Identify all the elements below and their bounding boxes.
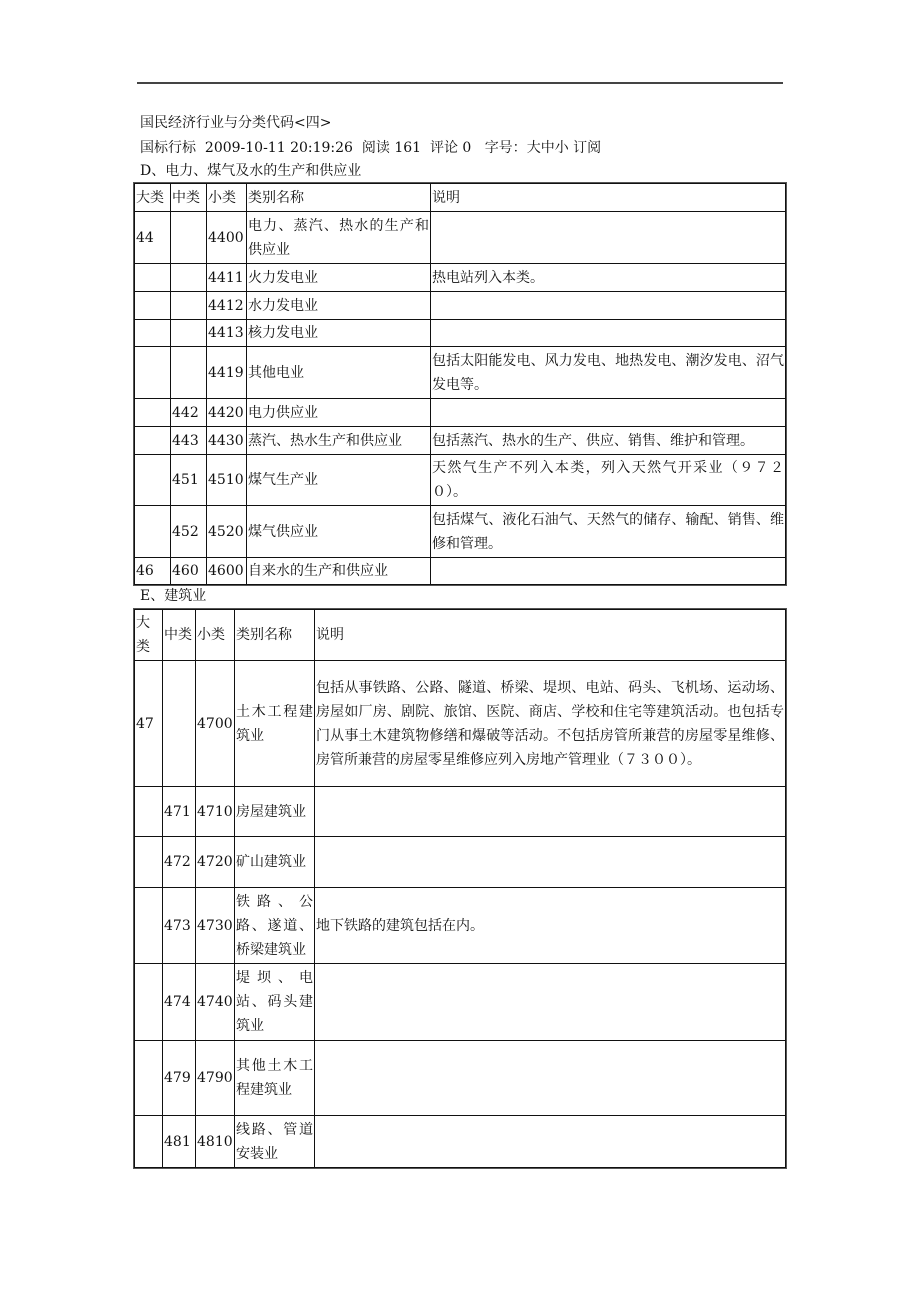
cell-major-category bbox=[135, 1116, 163, 1168]
cell-major-category bbox=[135, 1041, 163, 1116]
comment-count: 0 bbox=[462, 140, 472, 156]
header-row bbox=[135, 610, 786, 661]
cell-category-name: 房屋建筑业 bbox=[235, 787, 315, 837]
cell-category-name: 矿山建筑业 bbox=[235, 837, 315, 888]
top-divider bbox=[137, 82, 783, 84]
table-row bbox=[135, 292, 786, 320]
font-size-large[interactable]: 大 bbox=[526, 140, 541, 156]
cell-minor-category: 4740 bbox=[196, 964, 235, 1041]
cell-description bbox=[431, 399, 786, 427]
cell-minor-category: 4413 bbox=[207, 320, 247, 347]
cell-minor-category: 4600 bbox=[207, 558, 247, 585]
header-description: 说明 bbox=[431, 184, 786, 212]
cell-minor-category: 4700 bbox=[196, 661, 235, 787]
cell-minor-category: 4520 bbox=[207, 506, 247, 558]
table-row bbox=[135, 320, 786, 347]
header-minor-category: 小类 bbox=[207, 184, 247, 212]
cell-minor-category: 4720 bbox=[196, 837, 235, 888]
cell-major-category bbox=[135, 888, 163, 964]
header-row bbox=[135, 184, 786, 212]
cell-description: 地下铁路的建筑包括在内。 bbox=[315, 888, 786, 964]
cell-minor-category: 4400 bbox=[207, 212, 247, 264]
cell-mid-category: 481 bbox=[163, 1116, 196, 1168]
cell-major-category bbox=[135, 787, 163, 837]
cell-major-category: 47 bbox=[135, 661, 163, 787]
table-row bbox=[135, 455, 786, 506]
cell-description bbox=[315, 787, 786, 837]
cell-mid-category: 460 bbox=[171, 558, 207, 585]
cell-category-name: 自来水的生产和供应业 bbox=[247, 558, 431, 585]
header-major-category: 大类 bbox=[135, 610, 163, 661]
font-size-small[interactable]: 小 bbox=[554, 140, 569, 156]
table-row bbox=[135, 212, 786, 264]
cell-category-name: 土木工程建筑业 bbox=[235, 661, 315, 787]
read-label: 阅读 bbox=[361, 140, 390, 156]
cell-major-category: 44 bbox=[135, 212, 171, 264]
comment-label: 评论 bbox=[429, 140, 458, 156]
cell-mid-category bbox=[171, 264, 207, 292]
cell-category-name: 蒸汽、热水生产和供应业 bbox=[247, 427, 431, 455]
cell-mid-category: 472 bbox=[163, 837, 196, 888]
cell-mid-category: 474 bbox=[163, 964, 196, 1041]
cell-major-category bbox=[135, 399, 171, 427]
cell-major-category bbox=[135, 292, 171, 320]
cell-mid-category: 473 bbox=[163, 888, 196, 964]
cell-minor-category: 4412 bbox=[207, 292, 247, 320]
cell-description bbox=[315, 1041, 786, 1116]
cell-minor-category: 4411 bbox=[207, 264, 247, 292]
category-link[interactable]: 国标行标 bbox=[140, 140, 196, 156]
industry-table-e bbox=[134, 609, 786, 1168]
cell-category-name: 线路、管道安装业 bbox=[235, 1116, 315, 1168]
cell-description: 包括从事铁路、公路、隧道、桥梁、堤坝、电站、码头、飞机场、运动场、房屋如厂房、剧院、旅馆、医院、商店、学校和住宅等建筑活动。也包括专门从事土木建筑物修缮和爆破等活动。不包括房管所兼营的房屋零星维修、房管所兼营的房屋零星维修应列入房地产管理业（７３００）。 bbox=[315, 661, 786, 787]
article-title: 国民经济行业与分类代码<四> bbox=[140, 115, 332, 131]
header-mid-category: 中类 bbox=[171, 184, 207, 212]
cell-description: 包括太阳能发电、风力发电、地热发电、潮汐发电、沼气发电等。 bbox=[431, 347, 786, 399]
cell-major-category bbox=[135, 427, 171, 455]
cell-category-name: 核力发电业 bbox=[247, 320, 431, 347]
cell-major-category bbox=[135, 320, 171, 347]
cell-description: 天然气生产不列入本类，列入天然气开采业（９７２０）。 bbox=[431, 455, 786, 506]
font-size-medium[interactable]: 中 bbox=[540, 140, 555, 156]
cell-minor-category: 4730 bbox=[196, 888, 235, 964]
cell-minor-category: 4510 bbox=[207, 455, 247, 506]
cell-major-category bbox=[135, 837, 163, 888]
cell-mid-category: 443 bbox=[171, 427, 207, 455]
table-row bbox=[135, 787, 786, 837]
table-row bbox=[135, 558, 786, 585]
cell-category-name: 其他电业 bbox=[247, 347, 431, 399]
cell-category-name: 火力发电业 bbox=[247, 264, 431, 292]
cell-description bbox=[315, 837, 786, 888]
table-row bbox=[135, 661, 786, 787]
cell-category-name: 堤坝、电站、码头建筑业 bbox=[235, 964, 315, 1041]
cell-mid-category: 451 bbox=[171, 455, 207, 506]
cell-description: 热电站列入本类。 bbox=[431, 264, 786, 292]
cell-minor-category: 4810 bbox=[196, 1116, 235, 1168]
cell-major-category bbox=[135, 347, 171, 399]
cell-mid-category: 471 bbox=[163, 787, 196, 837]
cell-category-name: 水力发电业 bbox=[247, 292, 431, 320]
cell-major-category bbox=[135, 506, 171, 558]
industry-table-d bbox=[134, 183, 786, 585]
section-e-heading: E、建筑业 bbox=[140, 588, 207, 604]
header-description: 说明 bbox=[315, 610, 786, 661]
cell-category-name: 煤气生产业 bbox=[247, 455, 431, 506]
cell-description bbox=[315, 964, 786, 1041]
cell-mid-category bbox=[171, 347, 207, 399]
cell-minor-category: 4419 bbox=[207, 347, 247, 399]
table-row bbox=[135, 1116, 786, 1168]
table-row bbox=[135, 427, 786, 455]
subscribe-link[interactable]: 订阅 bbox=[573, 140, 602, 156]
cell-description bbox=[431, 212, 786, 264]
post-datetime: 2009-10-11 20:19:26 bbox=[204, 140, 353, 156]
cell-description bbox=[431, 292, 786, 320]
cell-mid-category bbox=[171, 320, 207, 347]
font-size-label: 字号： bbox=[484, 140, 527, 156]
cell-minor-category: 4420 bbox=[207, 399, 247, 427]
cell-description: 包括蒸汽、热水的生产、供应、销售、维护和管理。 bbox=[431, 427, 786, 455]
cell-minor-category: 4790 bbox=[196, 1041, 235, 1116]
cell-category-name: 铁路、公路、遂道、桥梁建筑业 bbox=[235, 888, 315, 964]
header-category-name: 类别名称 bbox=[235, 610, 315, 661]
cell-category-name: 电力、蒸汽、热水的生产和供应业 bbox=[247, 212, 431, 264]
cell-category-name: 电力供应业 bbox=[247, 399, 431, 427]
cell-mid-category bbox=[171, 212, 207, 264]
table-row bbox=[135, 837, 786, 888]
table-row bbox=[135, 399, 786, 427]
cell-description bbox=[315, 1116, 786, 1168]
section-d-heading: D、电力、煤气及水的生产和供应业 bbox=[140, 163, 362, 179]
cell-major-category bbox=[135, 455, 171, 506]
table-row bbox=[135, 964, 786, 1041]
cell-mid-category: 479 bbox=[163, 1041, 196, 1116]
table-row bbox=[135, 888, 786, 964]
table-row bbox=[135, 347, 786, 399]
cell-description bbox=[431, 558, 786, 585]
cell-minor-category: 4710 bbox=[196, 787, 235, 837]
cell-mid-category: 442 bbox=[171, 399, 207, 427]
cell-minor-category: 4430 bbox=[207, 427, 247, 455]
table-row bbox=[135, 506, 786, 558]
cell-category-name: 煤气供应业 bbox=[247, 506, 431, 558]
table-row bbox=[135, 264, 786, 292]
article-meta bbox=[140, 138, 601, 158]
cell-description bbox=[431, 320, 786, 347]
cell-major-category: 46 bbox=[135, 558, 171, 585]
read-count: 161 bbox=[394, 140, 422, 156]
header-mid-category: 中类 bbox=[163, 610, 196, 661]
cell-major-category bbox=[135, 264, 171, 292]
cell-mid-category: 452 bbox=[171, 506, 207, 558]
cell-major-category bbox=[135, 964, 163, 1041]
cell-category-name: 其他土木工程建筑业 bbox=[235, 1041, 315, 1116]
cell-description: 包括煤气、液化石油气、天然气的储存、输配、销售、维修和管理。 bbox=[431, 506, 786, 558]
header-major-category: 大类 bbox=[135, 184, 171, 212]
cell-mid-category bbox=[163, 661, 196, 787]
header-category-name: 类别名称 bbox=[247, 184, 431, 212]
header-minor-category: 小类 bbox=[196, 610, 235, 661]
table-row bbox=[135, 1041, 786, 1116]
cell-mid-category bbox=[171, 292, 207, 320]
